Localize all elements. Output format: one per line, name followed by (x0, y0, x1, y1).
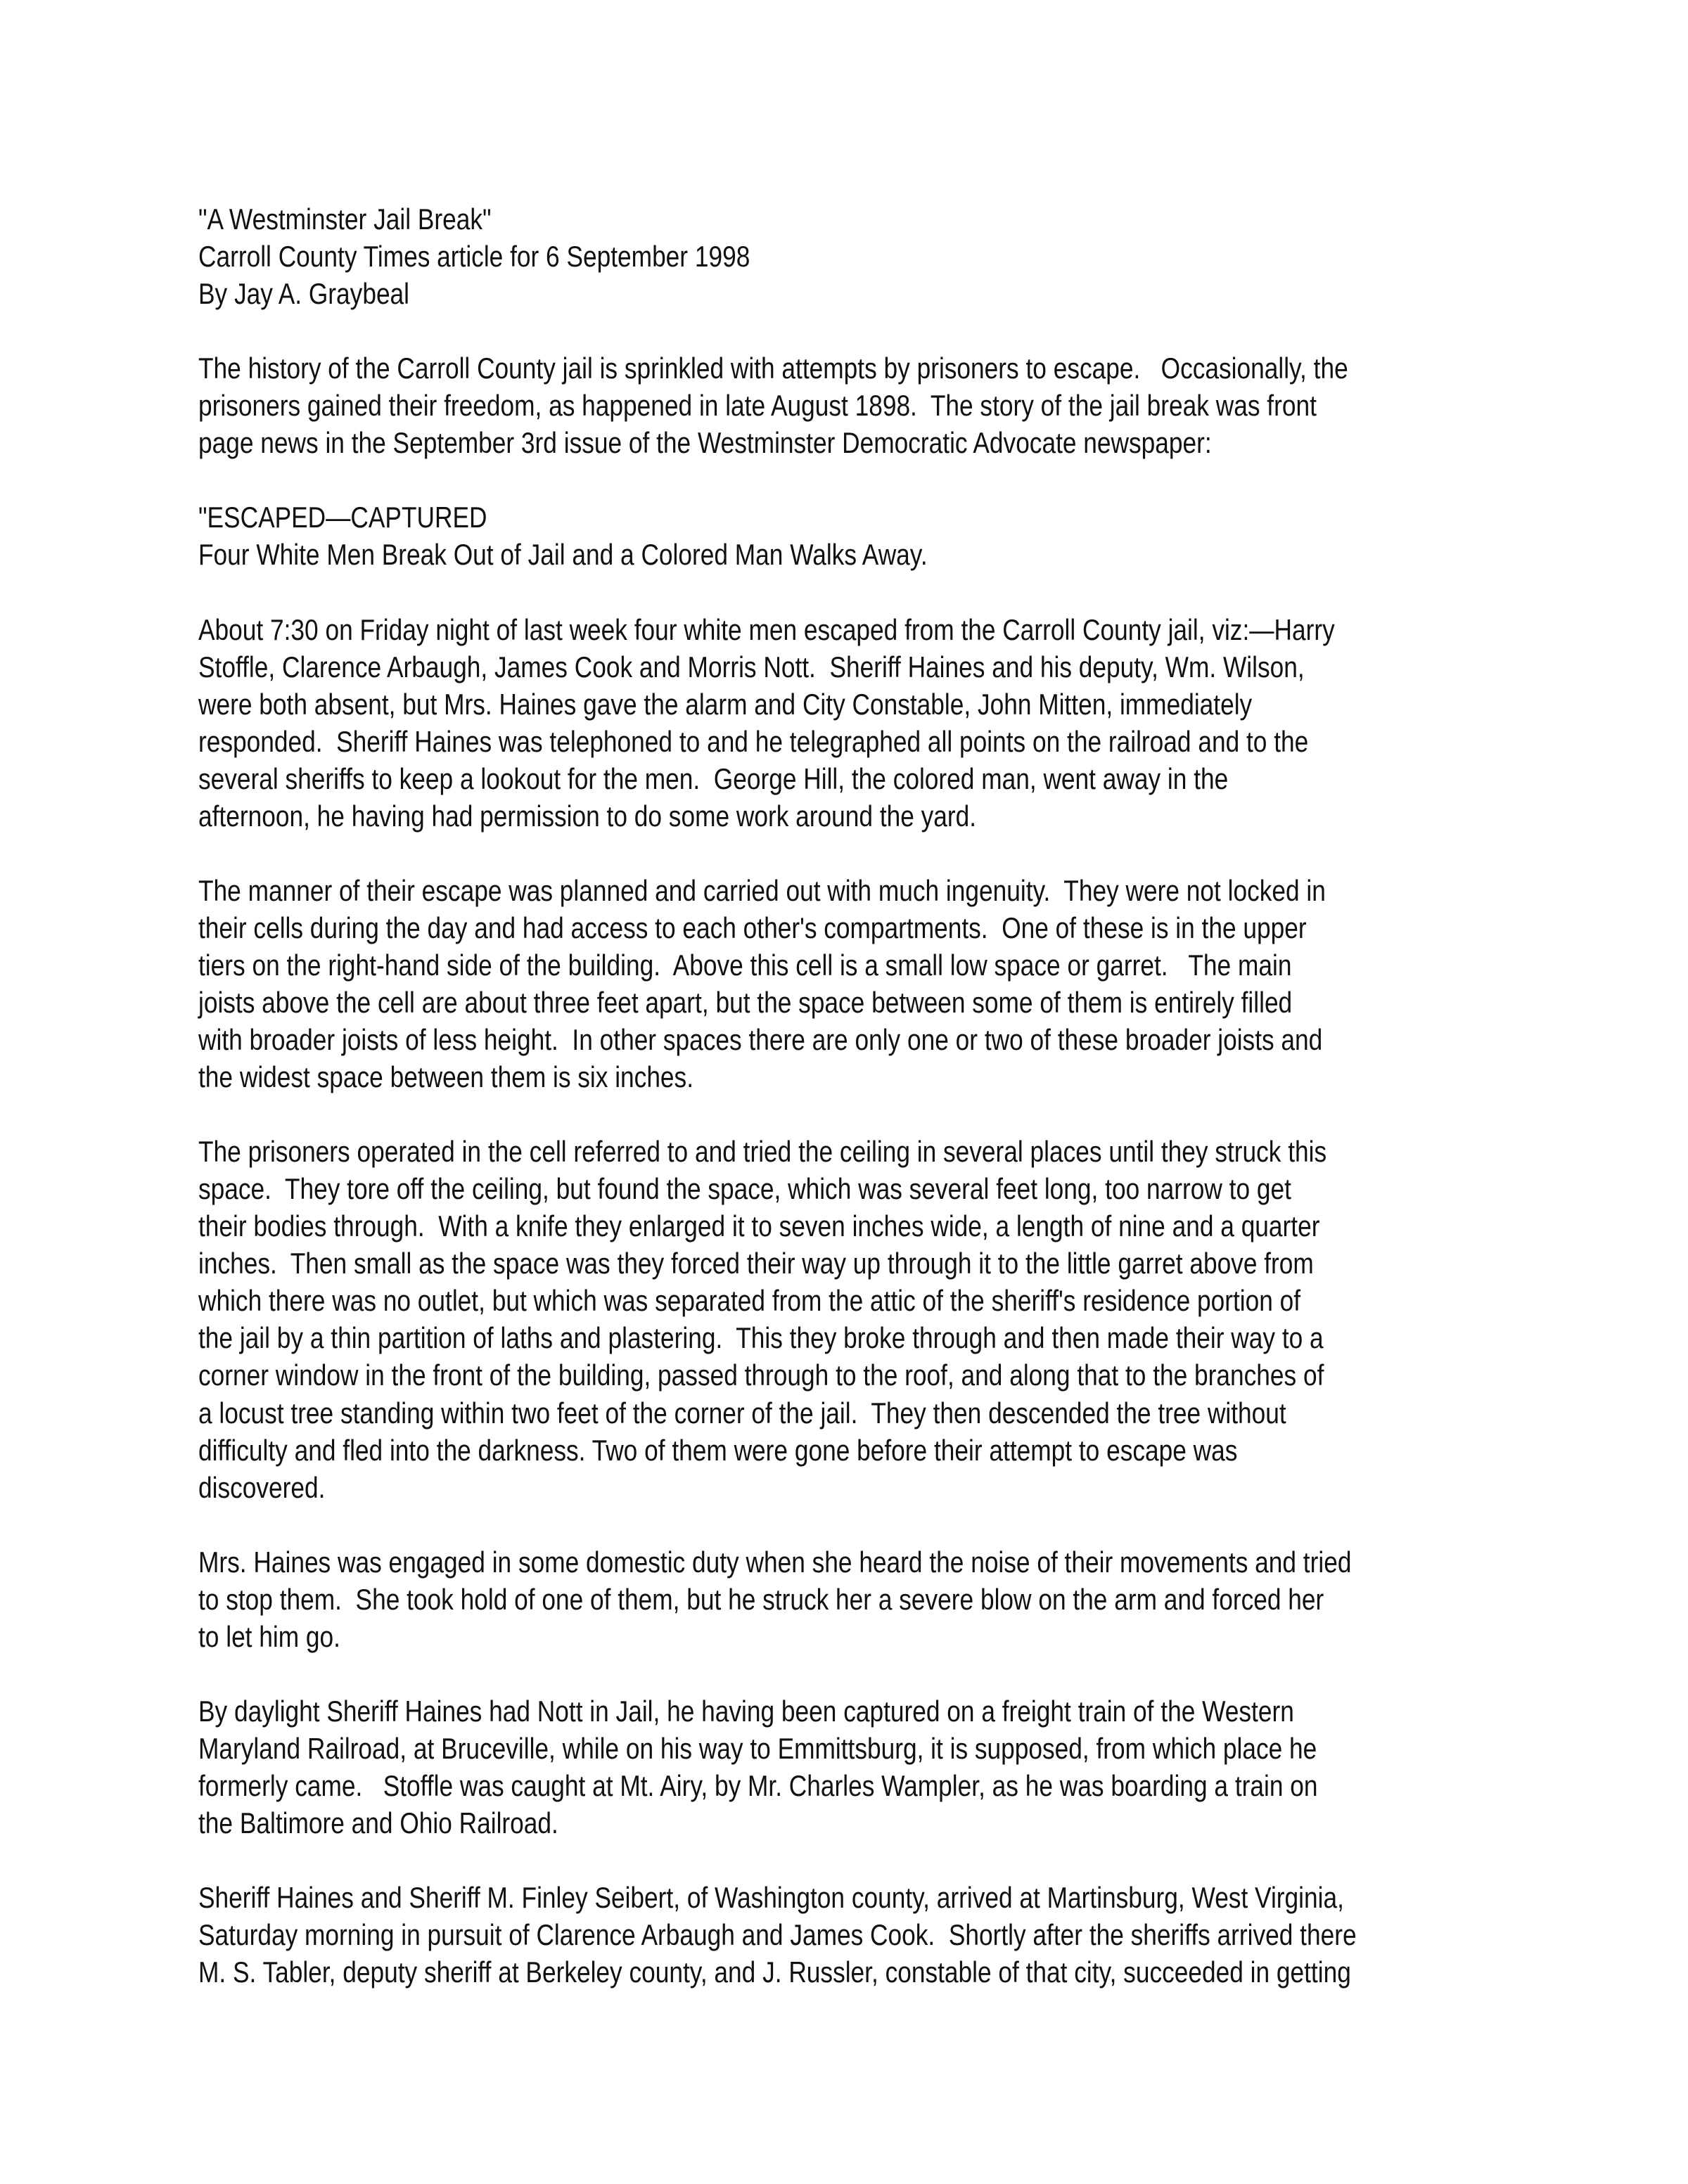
text-line: page news in the September 3rd issue of the Westminster Democratic Advocate newspaper: (198, 426, 1212, 460)
paragraph (198, 349, 1498, 461)
text-line: joists above the cell are about three feet apart, but the space between some of them is entirely filled (198, 985, 1293, 1019)
paragraph (198, 1692, 1498, 1842)
paragraph (198, 611, 1498, 835)
text-line: The history of the Carroll County jail is sprinkled with attempts by prisoners to escape. Occasionally, the (198, 352, 1348, 385)
paragraph (198, 1879, 1498, 1991)
text-line: M. S. Tabler, deputy sheriff at Berkeley county, and J. Russler, constable of that city, succeeded in getting (198, 1955, 1351, 1989)
text-line: Carroll County Times article for 6 September 1998 (198, 240, 750, 274)
paragraph (198, 872, 1498, 1096)
text-line: several sheriffs to keep a lookout for the men. George Hill, the colored man, went away in the (198, 762, 1229, 795)
text-line: inches. Then small as the space was they forced their way up through it to the little garret above from (198, 1247, 1314, 1280)
article-header (198, 200, 1498, 312)
text-line: By Jay A. Graybeal (198, 277, 410, 311)
text-line: their bodies through. With a knife they enlarged it to seven inches wide, a length of nine and a quarter (198, 1209, 1320, 1243)
text-line: discovered. (198, 1470, 326, 1504)
text-line: Saturday morning in pursuit of Clarence Arbaugh and James Cook. Shortly after the sheriffs arrived there (198, 1918, 1357, 1952)
text-line: were both absent, but Mrs. Haines gave the alarm and City Constable, John Mitten, immediately (198, 687, 1253, 721)
quoted-headline (198, 499, 1498, 573)
text-line: their cells during the day and had access to each other's compartments. One of these is in the upper (198, 911, 1307, 944)
text-line: the Baltimore and Ohio Railroad. (198, 1806, 558, 1840)
document-page (198, 200, 1498, 2028)
text-line: corner window in the front of the building, passed through to the roof, and along that to the branches of (198, 1358, 1324, 1392)
text-line: space. They tore off the ceiling, but found the space, which was several feet long, too narrow to get (198, 1172, 1291, 1206)
text-line: formerly came. Stoffle was caught at Mt. Airy, by Mr. Charles Wampler, as he was boarding a train on (198, 1768, 1318, 1802)
text-line: Maryland Railroad, at Bruceville, while on his way to Emmittsburg, it is supposed, from which place he (198, 1731, 1317, 1765)
text-line: prisoners gained their freedom, as happened in late August 1898. The story of the jail break was front (198, 389, 1317, 423)
text-line: the widest space between them is six inches. (198, 1060, 693, 1094)
text-line: "A Westminster Jail Break" (198, 203, 492, 236)
text-line: difficulty and fled into the darkness. Two of them were gone before their attempt to escape was (198, 1433, 1238, 1467)
text-line: The prisoners operated in the cell referred to and tried the ceiling in several places until they struck this (198, 1135, 1327, 1169)
text-line: a locust tree standing within two feet of the corner of the jail. They then descended the tree without (198, 1396, 1286, 1430)
text-line: Sheriff Haines and Sheriff M. Finley Seibert, of Washington county, arrived at Martinsburg, West Virginia, (198, 1881, 1344, 1915)
text-line: afternoon, he having had permission to do some work around the yard. (198, 799, 977, 833)
paragraph (198, 1543, 1498, 1655)
text-line: Four White Men Break Out of Jail and a Colored Man Walks Away. (198, 538, 928, 572)
text-line: "ESCAPED—CAPTURED (198, 501, 487, 534)
text-line: By daylight Sheriff Haines had Nott in Jail, he having been captured on a freight train of the Western (198, 1694, 1294, 1728)
text-line: with broader joists of less height. In other spaces there are only one or two of these broader joists and (198, 1023, 1323, 1057)
text-line: to let him go. (198, 1619, 340, 1653)
text-line: Stoffle, Clarence Arbaugh, James Cook and Morris Nott. Sheriff Haines and his deputy, Wm. Wilson, (198, 650, 1305, 683)
paragraph (198, 1133, 1498, 1505)
text-line: tiers on the right-hand side of the building. Above this cell is a small low space or garret. The main (198, 948, 1292, 982)
text-line: About 7:30 on Friday night of last week four white men escaped from the Carroll County jail, viz:—Harry (198, 612, 1335, 646)
text-line: the jail by a thin partition of laths and plastering. This they broke through and then made their way to a (198, 1321, 1324, 1355)
text-line: to stop them. She took hold of one of them, but he struck her a severe blow on the arm and forced her (198, 1582, 1324, 1616)
text-line: which there was no outlet, but which was separated from the attic of the sheriff's residence portion of (198, 1284, 1301, 1318)
text-line: The manner of their escape was planned and carried out with much ingenuity. They were not locked in (198, 873, 1326, 907)
text-line: Mrs. Haines was engaged in some domestic duty when she heard the noise of their movements and tried (198, 1545, 1352, 1579)
text-line: responded. Sheriff Haines was telephoned to and he telegraphed all points on the railroad and to the (198, 724, 1309, 758)
